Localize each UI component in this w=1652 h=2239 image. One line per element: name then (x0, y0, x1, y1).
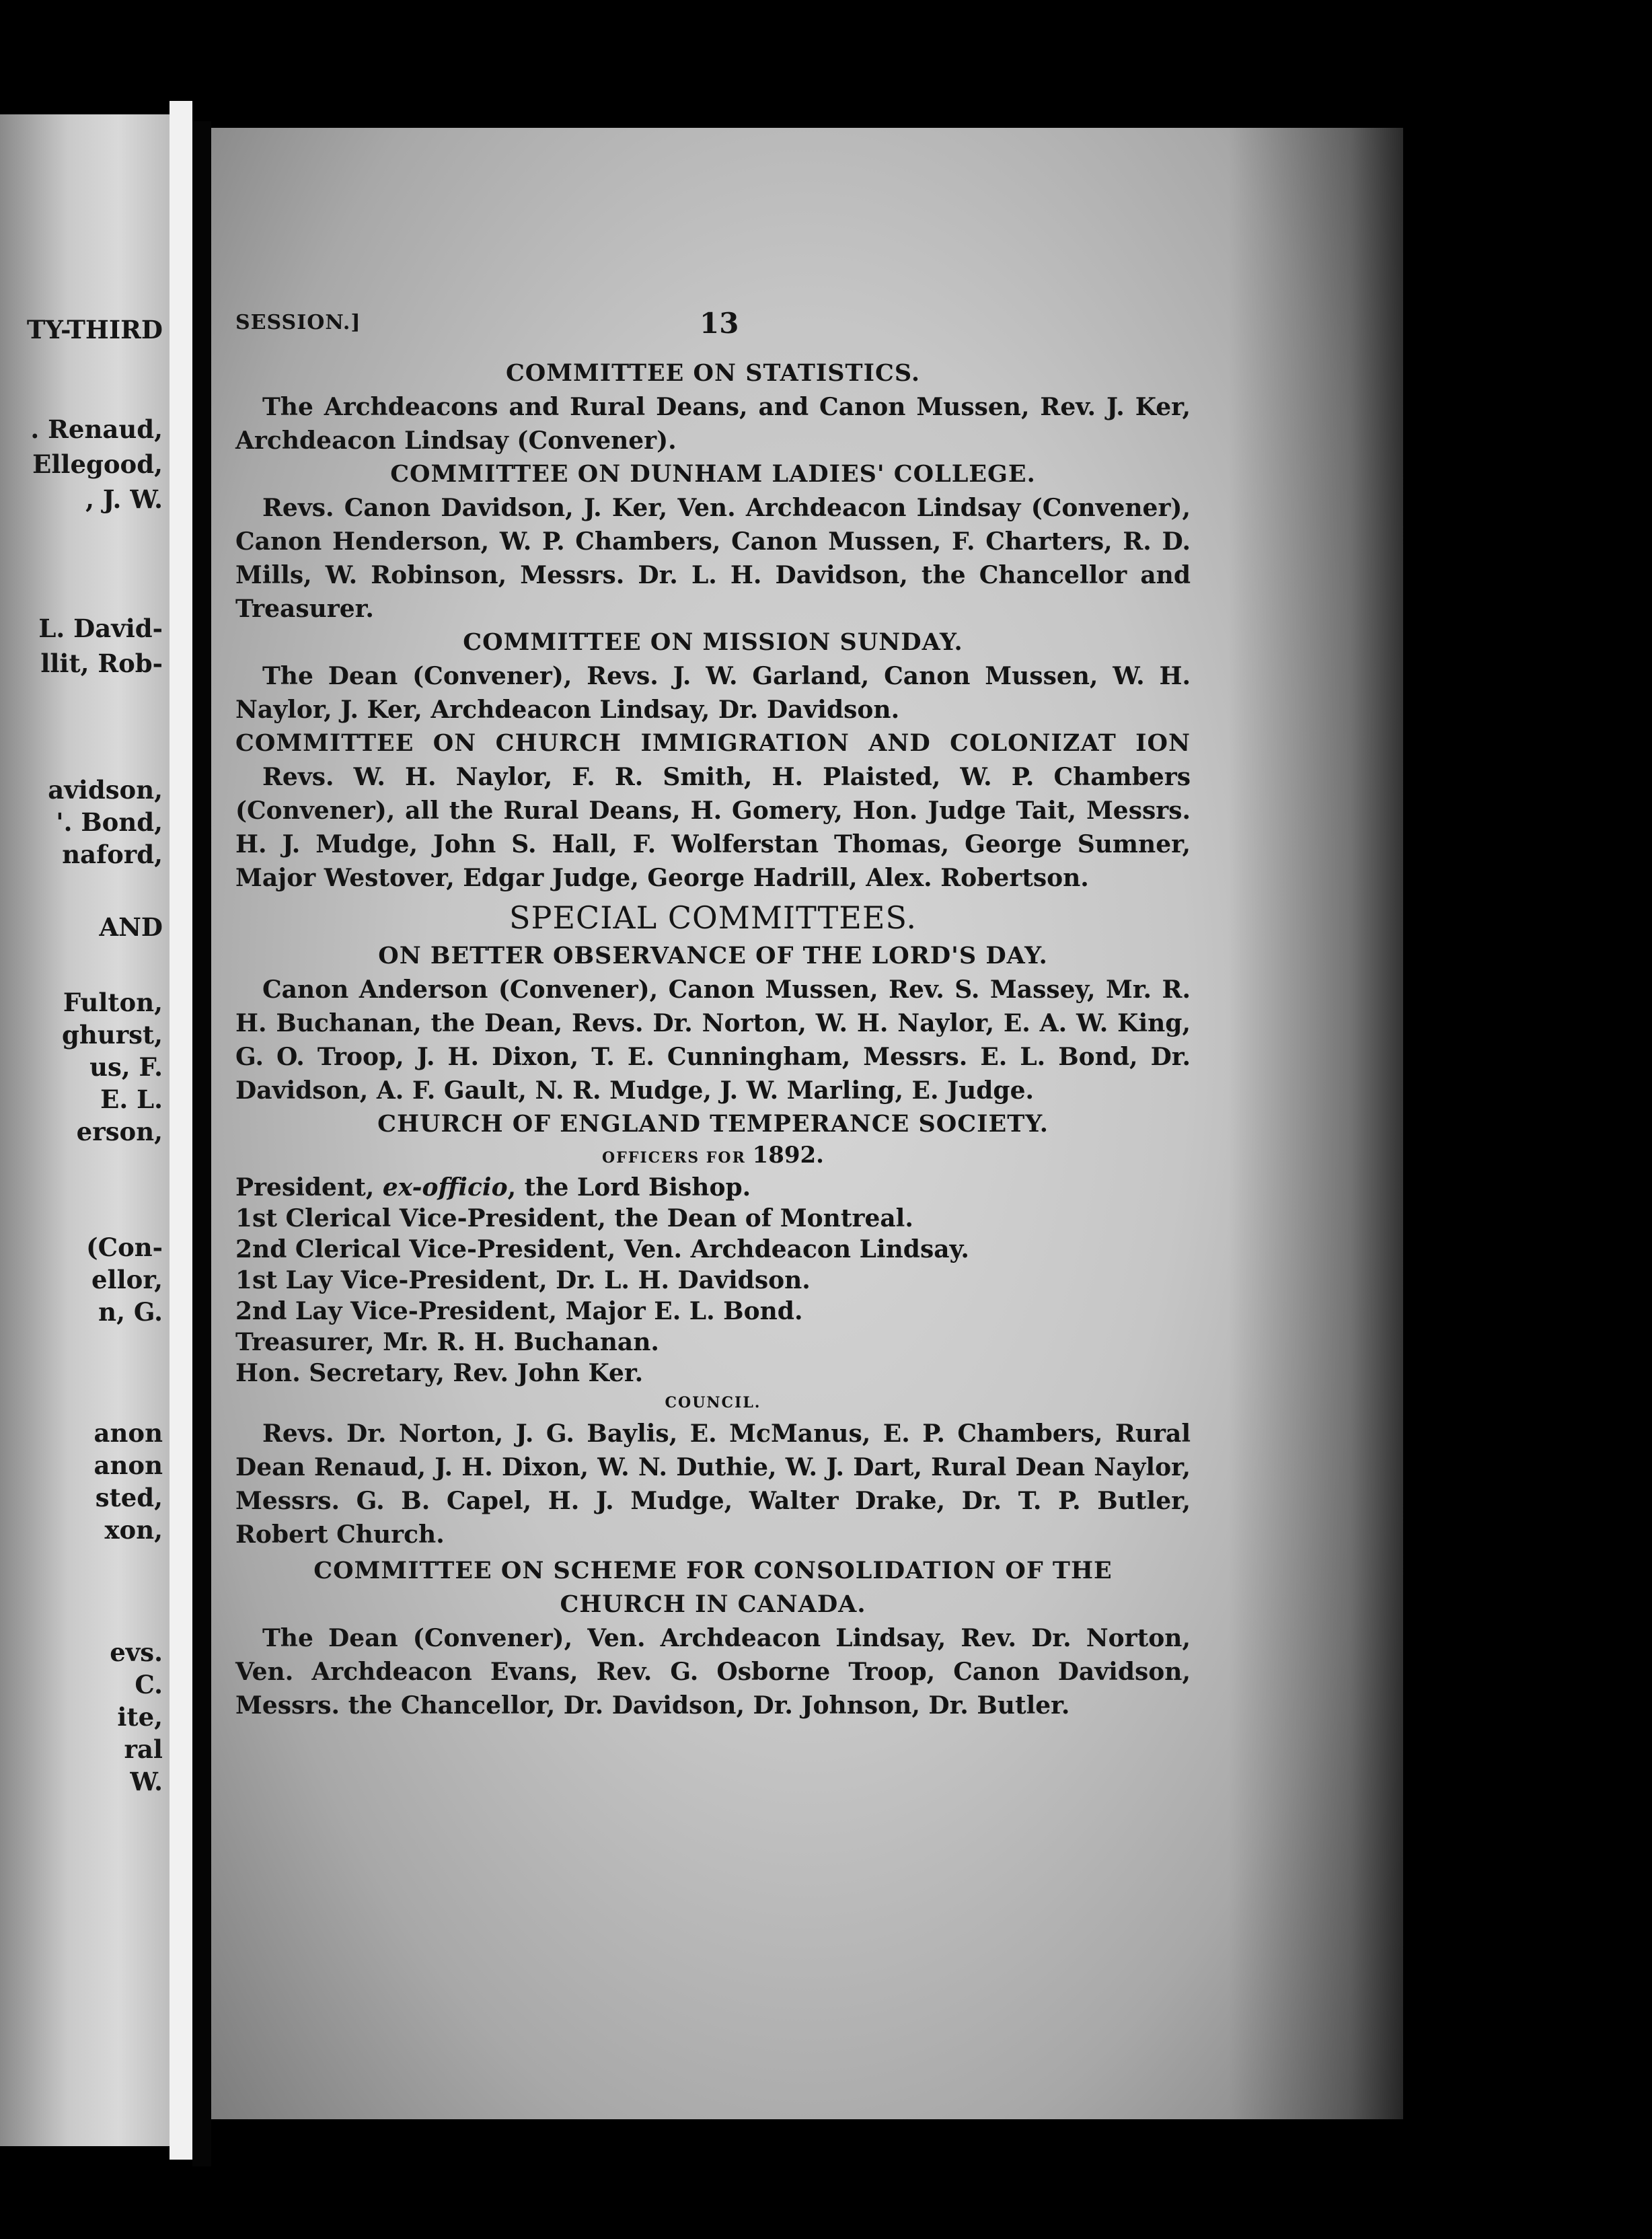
heading-statistics: COMMITTEE ON STATISTICS. (505, 359, 921, 387)
heading-immigration: COMMITTEE ON CHURCH IMMIGRATION AND COLONIZAT ION (235, 729, 1191, 757)
left-page-line: AND (99, 912, 163, 942)
left-page-line: Fulton, (63, 988, 163, 1017)
page-edge-strip (170, 101, 192, 2160)
text-mission: The Dean (Convener), Revs. J. W. Garland, Canon Mussen, W. H. Naylor, J. Ker, Archdeacon Lindsay, Dr. Davidson. (235, 662, 1191, 724)
officer-prefix: Hon. Secretary, Rev. John Ker. (235, 1359, 644, 1387)
left-page-line: ghurst, (62, 1020, 163, 1050)
left-page-line: TY-THIRD (26, 315, 163, 344)
officer-prefix: 1st Clerical Vice-President, the Dean of Montreal. (235, 1204, 913, 1233)
left-page-line: . Renaud, (30, 414, 163, 444)
officers-list (235, 1172, 1191, 1389)
page-number: 13 (700, 307, 739, 340)
officer-line (235, 1234, 1191, 1265)
left-page-line: n, G. (98, 1297, 163, 1327)
text-statistics: The Archdeacons and Rural Deans, and Canon Mussen, Rev. J. Ker, Archdeacon Lindsay (Convener). (235, 393, 1191, 455)
officer-italic: ex-officio (382, 1173, 508, 1202)
left-page-line: xon, (104, 1515, 163, 1545)
main-page (211, 128, 1403, 2119)
text-lords-day: Canon Anderson (Convener), Canon Mussen, Rev. S. Massey, Mr. R. H. Buchanan, the Dean, Revs. Dr. Norton, W. H. Naylor, E. A. W. King, G. O. Troop, J. H. Dixon, T. E. Cunningham, Messrs. E. L. Bond, Dr. Davidson, A. F. Gault, N. R. Mudge, J. W. Marling, E. Judge. (235, 976, 1191, 1105)
council-label: COUNCIL. (665, 1394, 761, 1411)
officers-label: OFFICERS FOR (601, 1149, 746, 1167)
left-page-line: L. David- (38, 614, 163, 643)
heading-dunham: COMMITTEE ON DUNHAM LADIES' COLLEGE. (390, 460, 1036, 488)
binding-gutter (192, 121, 211, 2166)
text-council: Revs. Dr. Norton, J. G. Baylis, E. McManus, E. P. Chambers, Rural Dean Renaud, J. H. Dixon, W. N. Duthie, W. J. Dart, Rural Dean Naylor, Messrs. G. B. Capel, H. J. Mudge, Walter Drake, Dr. T. P. Butler, Robert Church. (235, 1420, 1191, 1549)
left-page-line: anon (93, 1451, 163, 1480)
officer-prefix: Treasurer, Mr. R. H. Buchanan. (235, 1328, 659, 1356)
text-immigration: Revs. W. H. Naylor, F. R. Smith, H. Plaisted, W. P. Chambers (Convener), all the Rural Deans, H. Gomery, Hon. Judge Tait, Messrs. H. J. Mudge, John S. Hall, F. Wolferstan Thomas, George Sumner, Major Westover, Edgar Judge, George Hadrill, Alex. Robertson. (235, 763, 1191, 892)
officer-line (235, 1327, 1191, 1358)
left-page-line: naford, (62, 840, 163, 869)
officer-line (235, 1358, 1191, 1389)
left-page-line: C. (135, 1670, 163, 1699)
officer-prefix: President, (235, 1173, 383, 1202)
left-page-line: E. L. (100, 1085, 163, 1114)
heading-consolidation-1: COMMITTEE ON SCHEME FOR CONSOLIDATION OF THE (313, 1557, 1113, 1584)
heading-special-committees: SPECIAL COMMITTEES. (509, 900, 917, 936)
left-page-line: us, F. (89, 1052, 163, 1082)
text-dunham: Revs. Canon Davidson, J. Ker, Ven. Archdeacon Lindsay (Convener), Canon Henderson, W. P. Chambers, Canon Mussen, F. Charters, R. D. Mills, W. Robinson, Messrs. Dr. L. H. Davidson, the Chancellor and Treasurer. (235, 494, 1191, 623)
left-page-line: llit, Rob- (40, 649, 163, 678)
running-header (235, 307, 1191, 351)
left-page-line: ite, (117, 1702, 163, 1732)
left-page-line: erson, (76, 1117, 163, 1146)
officer-line (235, 1296, 1191, 1327)
heading-consolidation-2: CHURCH IN CANADA. (560, 1590, 866, 1618)
officers-label-line (235, 1141, 1191, 1172)
left-page-line: Ellegood, (32, 449, 163, 479)
officers-year: 1892. (752, 1142, 824, 1169)
left-page-line: , J. W. (85, 484, 163, 514)
left-page-line: sted, (95, 1483, 163, 1512)
left-page-line: ellor, (91, 1265, 163, 1294)
left-page-line: ral (124, 1734, 163, 1764)
officer-line (235, 1265, 1191, 1296)
left-page-line: '. Bond, (56, 807, 163, 837)
heading-lords-day: ON BETTER OBSERVANCE OF THE LORD'S DAY. (378, 942, 1048, 969)
header-session: SESSION.] (235, 311, 361, 334)
left-page-line: (Con- (86, 1233, 163, 1262)
left-page-line: avidson, (48, 775, 163, 805)
page-shadow (1228, 128, 1403, 2119)
officer-prefix: 2nd Clerical Vice-President, Ven. Archdeacon Lindsay. (235, 1235, 969, 1263)
heading-temperance: CHURCH OF ENGLAND TEMPERANCE SOCIETY. (377, 1110, 1049, 1138)
officer-suffix: , the Lord Bishop. (507, 1173, 751, 1202)
officer-prefix: 2nd Lay Vice-President, Major E. L. Bond. (235, 1297, 803, 1325)
left-page-line: anon (93, 1418, 163, 1448)
page-body (235, 357, 1191, 1722)
heading-mission: COMMITTEE ON MISSION SUNDAY. (463, 628, 963, 656)
officer-line (235, 1172, 1191, 1203)
officer-line (235, 1203, 1191, 1234)
officer-prefix: 1st Lay Vice-President, Dr. L. H. Davidson. (235, 1266, 811, 1294)
left-page-line: W. (130, 1767, 163, 1796)
left-page-line: evs. (110, 1638, 163, 1667)
left-page-fragment (0, 114, 170, 2146)
text-consolidation: The Dean (Convener), Ven. Archdeacon Lindsay, Rev. Dr. Norton, Ven. Archdeacon Evans, Rev. G. Osborne Troop, Canon Davidson, Messrs. the Chancellor, Dr. Davidson, Dr. Johnson, Dr. Butler. (235, 1624, 1191, 1720)
